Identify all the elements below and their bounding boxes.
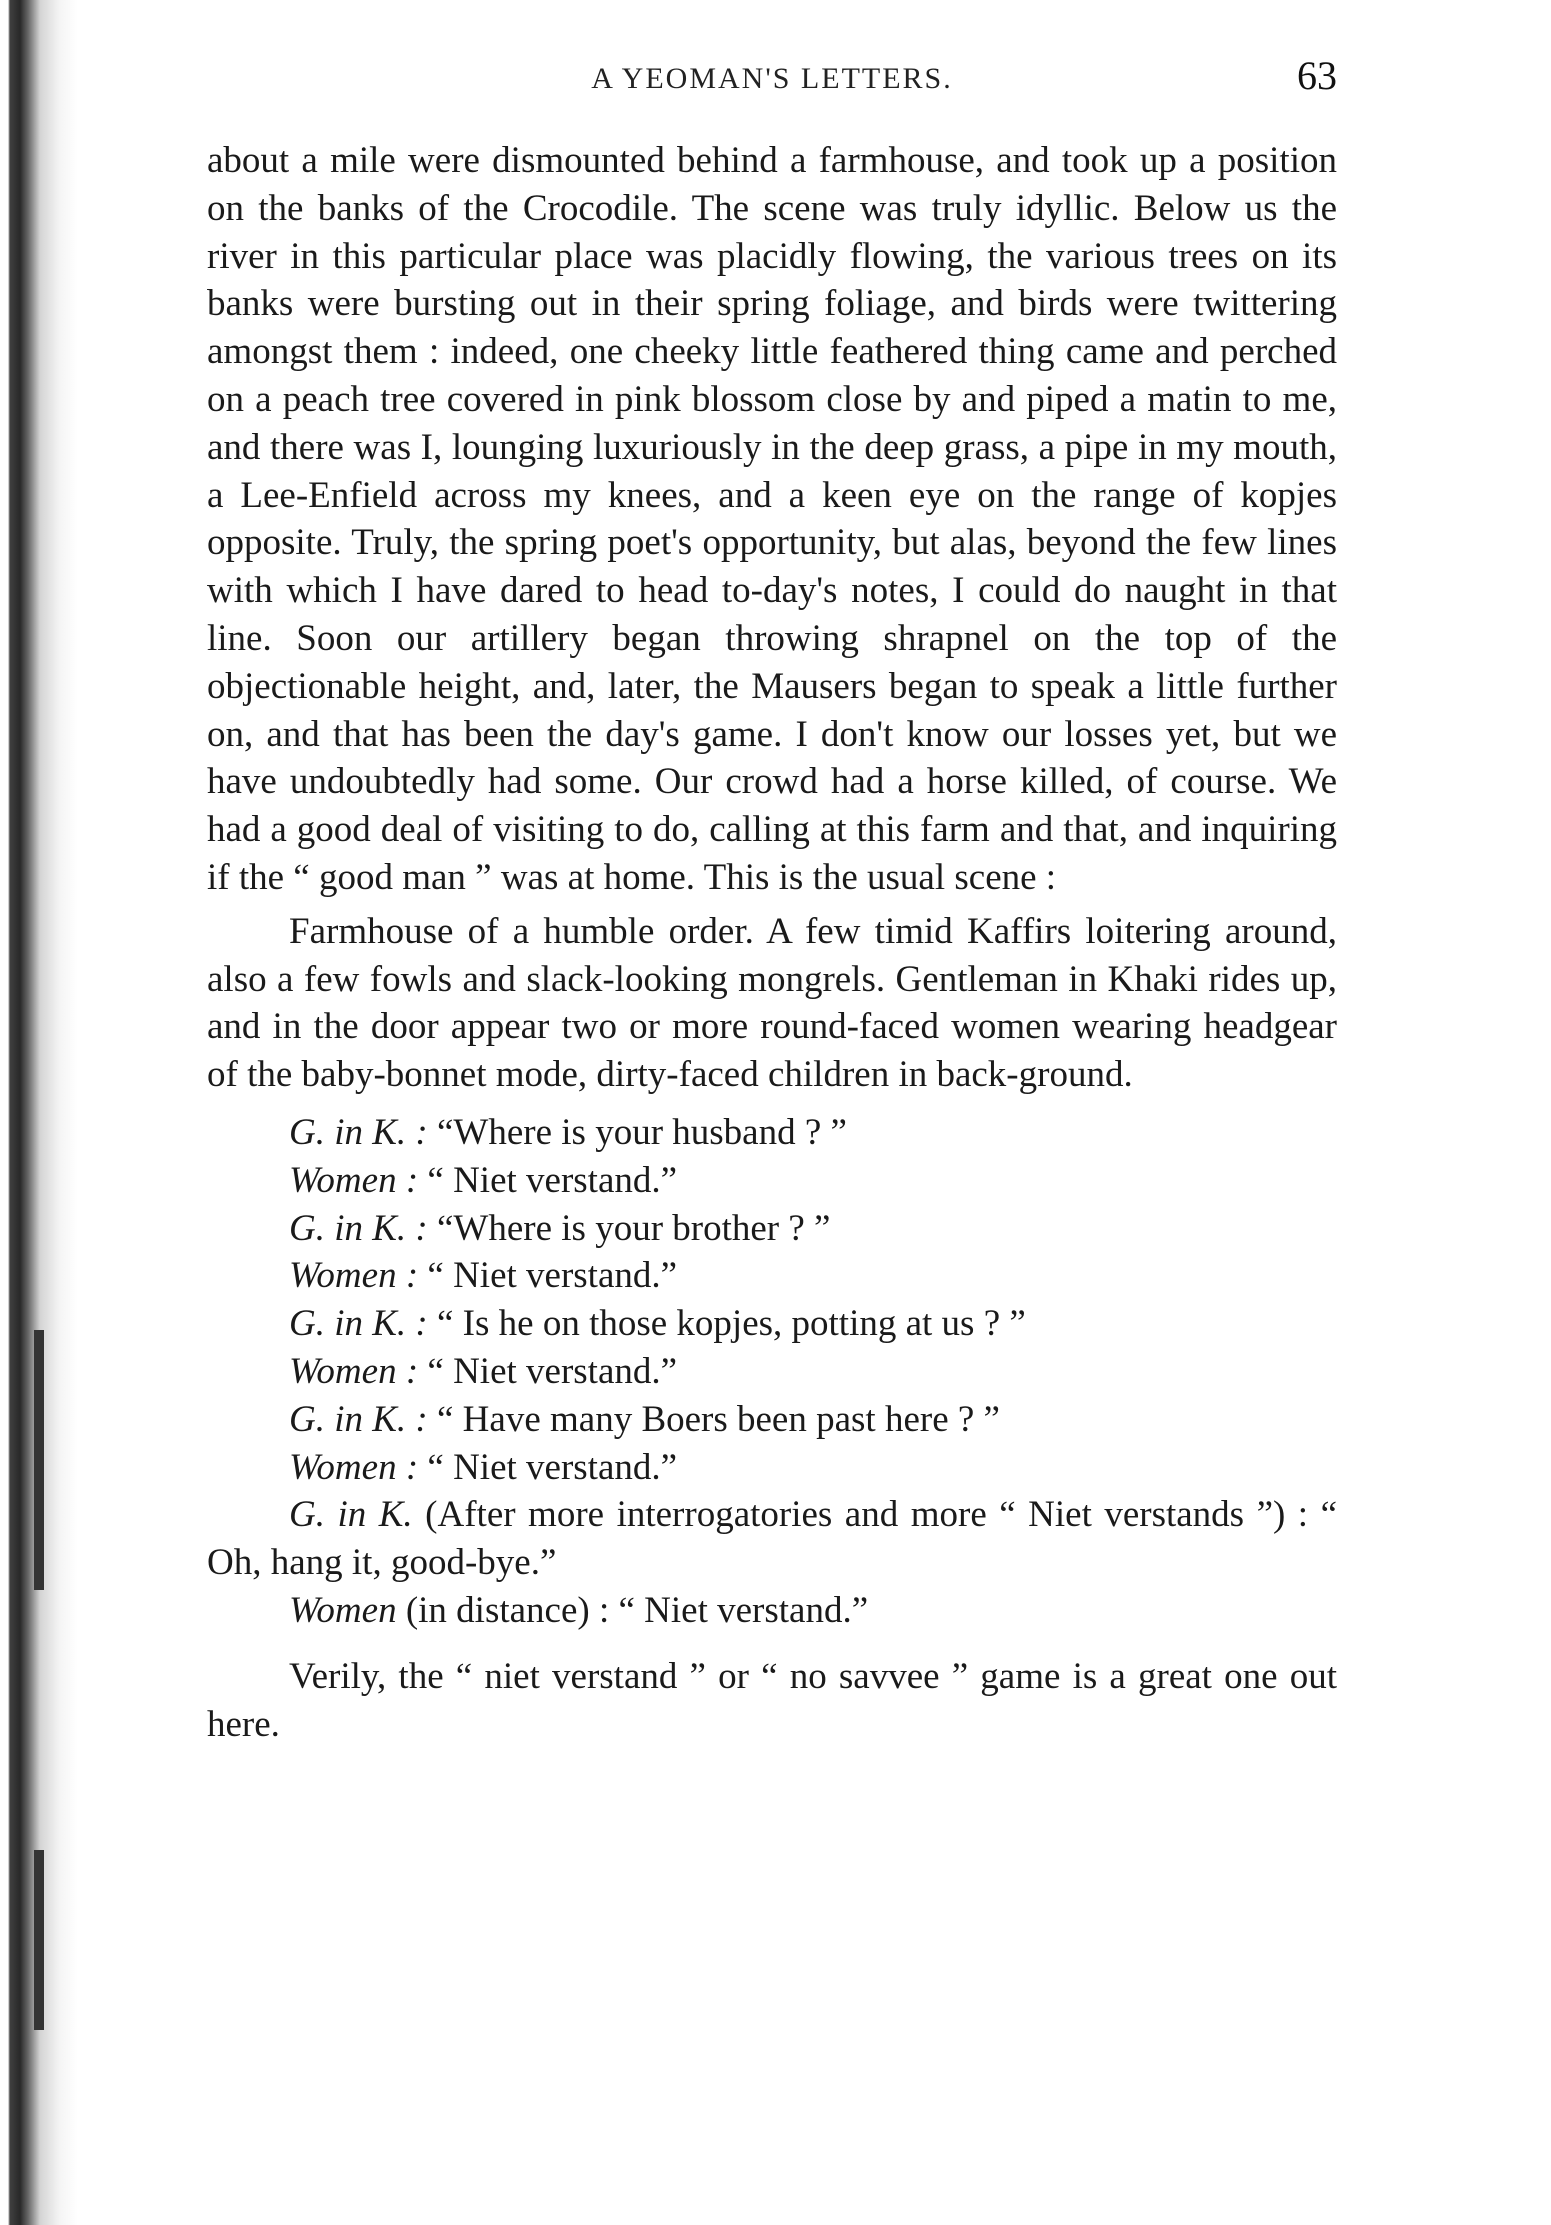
dialogue-line <box>289 1348 1337 1396</box>
dialogue-speaker: G. in K. : <box>289 1303 428 1345</box>
dialogue-speaker: Women : <box>289 1255 419 1297</box>
page-number: 63 <box>1297 53 1337 98</box>
dialogue-text: (After more interrogatories and more “ Niet verstands ”) : “ Oh, hang it, good-bye.” <box>207 1494 1338 1584</box>
dialogue-text: “Where is your brother ? ” <box>437 1207 831 1249</box>
dialogue-line <box>289 1157 1337 1205</box>
dialogue-line <box>289 1396 1337 1444</box>
dialogue-text: “ Niet verstand.” <box>427 1446 678 1488</box>
gutter-mark <box>34 1850 44 2030</box>
dialogue-speaker: Women : <box>289 1446 419 1488</box>
dialogue-text: “ Have many Boers been past here ? ” <box>437 1398 1000 1440</box>
dialogue-text: “ Niet verstand.” <box>427 1350 678 1392</box>
body-text <box>207 137 1337 1748</box>
dialogue-line <box>289 1587 1337 1635</box>
dialogue-speaker: G. in K. : <box>289 1207 428 1249</box>
dialogue-line <box>289 1205 1337 1253</box>
page-header <box>207 52 1337 112</box>
dialogue-text: “ Niet verstand.” <box>427 1255 678 1297</box>
dialogue-line <box>289 1300 1337 1348</box>
dialogue-block <box>207 1109 1337 1635</box>
dialogue-line <box>207 1491 1337 1587</box>
dialogue-text: (in distance) : “ Niet verstand.” <box>405 1589 869 1631</box>
running-title: A YEOMAN'S LETTERS. <box>591 62 953 95</box>
dialogue-line <box>289 1444 1337 1492</box>
dialogue-line <box>289 1109 1337 1157</box>
dialogue-text: “ Is he on those kopjes, potting at us ? ” <box>437 1303 1026 1345</box>
dialogue-text: “Where is your husband ? ” <box>437 1111 847 1153</box>
paragraph-2: Farmhouse of a humble order. A few timid Kaffirs loitering around, also a few fowls and slack-looking mongrels. Gentleman in Khaki rides up, and in the door appear two or more round-faced women wearing headgear of the baby-bonnet mode, dirty-faced children in back-ground. <box>207 910 1337 1096</box>
gutter-mark <box>34 1330 44 1590</box>
dialogue-speaker: G. in K. : <box>289 1398 428 1440</box>
dialogue-speaker: Women : <box>289 1350 419 1392</box>
dialogue-line <box>289 1252 1337 1300</box>
dialogue-speaker: Women : <box>289 1159 419 1201</box>
dialogue-text: “ Niet verstand.” <box>427 1159 678 1201</box>
dialogue-speaker: G. in K. : <box>289 1111 428 1153</box>
dialogue-speaker: G. in K. <box>289 1494 413 1536</box>
paragraph-1: about a mile were dismounted behind a farmhouse, and took up a position on the banks of the Crocodile. The scene was truly idyllic. Below us the river in this particular place was placidly flowing, the various trees on its banks were bursting out in their spring foliage, and birds were twittering amongst them : indeed, one cheeky little feathered thing came and perched on a peach tree covered in pink blossom close by and piped a matin to me, and there was I, lounging luxuriously in the deep grass, a pipe in my mouth, a Lee-Enfield across my knees, and a keen eye on the range of kopjes opposite. Truly, the spring poet's opportunity, but alas, beyond the few lines with which I have dared to head to-day's notes, I could do naught in that line. Soon our artillery began throwing shrapnel on the top of the objectionable height, and, later, the Mausers began to speak a little further on, and that has been the day's game. I don't know our losses yet, but we have undoubtedly had some. Our crowd had a horse killed, of course. We had a good deal of visiting to do, calling at this farm and that, and inquiring if the “ good man ” was at home. This is the usual scene : <box>207 140 1337 898</box>
dialogue-speaker: Women <box>289 1589 397 1631</box>
closing-paragraph: Verily, the “ niet verstand ” or “ no savvee ” game is a great one out here. <box>207 1655 1337 1745</box>
